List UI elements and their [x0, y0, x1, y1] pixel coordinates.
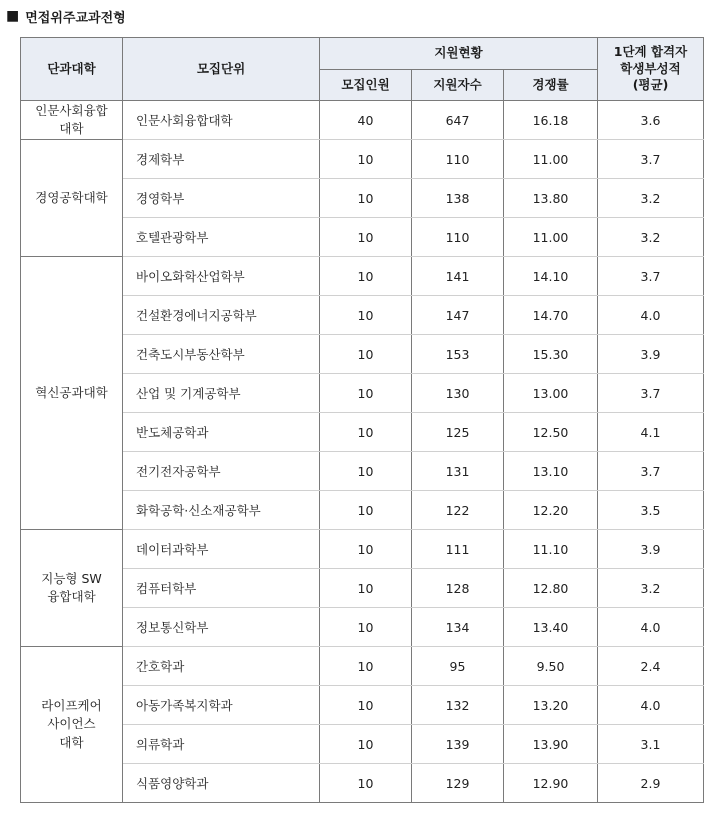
unit-cell: 아동가족복지학과 — [123, 686, 320, 725]
table-row — [21, 101, 704, 140]
grade-cell: 3.7 — [598, 257, 704, 296]
table-row — [21, 686, 704, 725]
applicants-cell: 647 — [412, 101, 504, 140]
quota-cell: 10 — [320, 296, 412, 335]
unit-cell: 경영학부 — [123, 179, 320, 218]
section-title-text: 면접위주교과전형 — [25, 10, 126, 26]
quota-cell: 10 — [320, 686, 412, 725]
college-cell — [21, 647, 123, 803]
header-grade-text: 1단계 합격자 학생부성적 (평균) — [613, 43, 688, 93]
unit-cell: 전기전자공학부 — [123, 452, 320, 491]
quota-cell: 10 — [320, 530, 412, 569]
unit-cell: 경제학부 — [123, 140, 320, 179]
applicants-cell: 122 — [412, 491, 504, 530]
applicants-cell: 111 — [412, 530, 504, 569]
header-status-group: 지원현황 — [320, 38, 598, 70]
ratio-cell: 14.10 — [504, 257, 598, 296]
grade-cell: 4.0 — [598, 296, 704, 335]
quota-cell: 10 — [320, 257, 412, 296]
ratio-cell: 15.30 — [504, 335, 598, 374]
header-grade — [598, 38, 704, 101]
table-row — [21, 608, 704, 647]
quota-cell: 10 — [320, 335, 412, 374]
unit-cell: 건축도시부동산학부 — [123, 335, 320, 374]
header-quota: 모집인원 — [320, 70, 412, 101]
unit-cell: 간호학과 — [123, 647, 320, 686]
applicants-cell: 110 — [412, 218, 504, 257]
unit-cell: 호텔관광학부 — [123, 218, 320, 257]
grade-cell: 4.0 — [598, 608, 704, 647]
quota-cell: 40 — [320, 101, 412, 140]
header-ratio: 경쟁률 — [504, 70, 598, 101]
grade-cell: 3.5 — [598, 491, 704, 530]
ratio-cell: 9.50 — [504, 647, 598, 686]
table-row — [21, 647, 704, 686]
quota-cell: 10 — [320, 725, 412, 764]
quota-cell: 10 — [320, 608, 412, 647]
college-cell — [21, 140, 123, 257]
unit-cell: 화학공학·신소재공학부 — [123, 491, 320, 530]
ratio-cell: 13.40 — [504, 608, 598, 647]
college-cell — [21, 101, 123, 140]
applicants-cell: 129 — [412, 764, 504, 803]
applicants-cell: 141 — [412, 257, 504, 296]
grade-cell: 3.9 — [598, 335, 704, 374]
ratio-cell: 13.80 — [504, 179, 598, 218]
header-unit: 모집단위 — [123, 38, 320, 101]
quota-cell: 10 — [320, 218, 412, 257]
unit-cell: 산업 및 기계공학부 — [123, 374, 320, 413]
quota-cell: 10 — [320, 374, 412, 413]
table-row — [21, 569, 704, 608]
quota-cell: 10 — [320, 179, 412, 218]
section-title — [6, 6, 126, 26]
table-row — [21, 179, 704, 218]
table-row — [21, 530, 704, 569]
grade-cell: 3.7 — [598, 452, 704, 491]
table-row — [21, 725, 704, 764]
table-row — [21, 413, 704, 452]
quota-cell: 10 — [320, 491, 412, 530]
applicants-cell: 125 — [412, 413, 504, 452]
header-applicants: 지원자수 — [412, 70, 504, 101]
ratio-cell: 13.10 — [504, 452, 598, 491]
college-name: 혁신공과대학 — [35, 384, 108, 400]
applicants-cell: 147 — [412, 296, 504, 335]
ratio-cell: 13.00 — [504, 374, 598, 413]
applicants-cell: 138 — [412, 179, 504, 218]
grade-cell: 3.1 — [598, 725, 704, 764]
college-cell — [21, 257, 123, 530]
applicants-cell: 110 — [412, 140, 504, 179]
ratio-cell: 16.18 — [504, 101, 598, 140]
grade-cell: 3.2 — [598, 218, 704, 257]
grade-cell: 3.2 — [598, 569, 704, 608]
ratio-cell: 11.00 — [504, 218, 598, 257]
unit-cell: 반도체공학과 — [123, 413, 320, 452]
table-header — [21, 38, 704, 101]
quota-cell: 10 — [320, 413, 412, 452]
grade-cell: 4.0 — [598, 686, 704, 725]
college-cell — [21, 530, 123, 647]
unit-cell: 의류학과 — [123, 725, 320, 764]
table-row — [21, 491, 704, 530]
table-row — [21, 257, 704, 296]
unit-cell: 컴퓨터학부 — [123, 569, 320, 608]
grade-cell: 3.7 — [598, 374, 704, 413]
unit-cell: 인문사회융합대학 — [123, 101, 320, 140]
grade-cell: 3.6 — [598, 101, 704, 140]
ratio-cell: 12.20 — [504, 491, 598, 530]
quota-cell: 10 — [320, 569, 412, 608]
table-row — [21, 140, 704, 179]
applicants-cell: 153 — [412, 335, 504, 374]
table-row — [21, 452, 704, 491]
ratio-cell: 12.90 — [504, 764, 598, 803]
quota-cell: 10 — [320, 647, 412, 686]
quota-cell: 10 — [320, 140, 412, 179]
grade-cell: 3.2 — [598, 179, 704, 218]
quota-cell: 10 — [320, 764, 412, 803]
ratio-cell: 11.00 — [504, 140, 598, 179]
college-name: 지능형 SW 융합대학 — [41, 570, 102, 604]
ratio-cell: 14.70 — [504, 296, 598, 335]
admission-results-table — [20, 37, 704, 803]
square-bullet-icon: ■ — [6, 8, 20, 24]
table-body — [21, 101, 704, 803]
table-row — [21, 764, 704, 803]
table-row — [21, 296, 704, 335]
grade-cell: 4.1 — [598, 413, 704, 452]
table-row — [21, 374, 704, 413]
ratio-cell: 12.50 — [504, 413, 598, 452]
header-college: 단과대학 — [21, 38, 123, 101]
unit-cell: 정보통신학부 — [123, 608, 320, 647]
unit-cell: 바이오화학산업학부 — [123, 257, 320, 296]
applicants-cell: 130 — [412, 374, 504, 413]
ratio-cell: 13.20 — [504, 686, 598, 725]
applicants-cell: 134 — [412, 608, 504, 647]
college-name: 경영공학대학 — [35, 189, 108, 205]
ratio-cell: 13.90 — [504, 725, 598, 764]
grade-cell: 3.9 — [598, 530, 704, 569]
applicants-cell: 132 — [412, 686, 504, 725]
unit-cell: 데이터과학부 — [123, 530, 320, 569]
grade-cell: 2.4 — [598, 647, 704, 686]
table-row — [21, 335, 704, 374]
ratio-cell: 12.80 — [504, 569, 598, 608]
table-row — [21, 218, 704, 257]
applicants-cell: 139 — [412, 725, 504, 764]
unit-cell: 건설환경에너지공학부 — [123, 296, 320, 335]
applicants-cell: 128 — [412, 569, 504, 608]
grade-cell: 2.9 — [598, 764, 704, 803]
college-name: 라이프케어 사이언스 대학 — [41, 698, 102, 750]
quota-cell: 10 — [320, 452, 412, 491]
ratio-cell: 11.10 — [504, 530, 598, 569]
applicants-cell: 131 — [412, 452, 504, 491]
grade-cell: 3.7 — [598, 140, 704, 179]
unit-cell: 식품영양학과 — [123, 764, 320, 803]
applicants-cell: 95 — [412, 647, 504, 686]
college-name: 인문사회융합 대학 — [35, 102, 108, 136]
